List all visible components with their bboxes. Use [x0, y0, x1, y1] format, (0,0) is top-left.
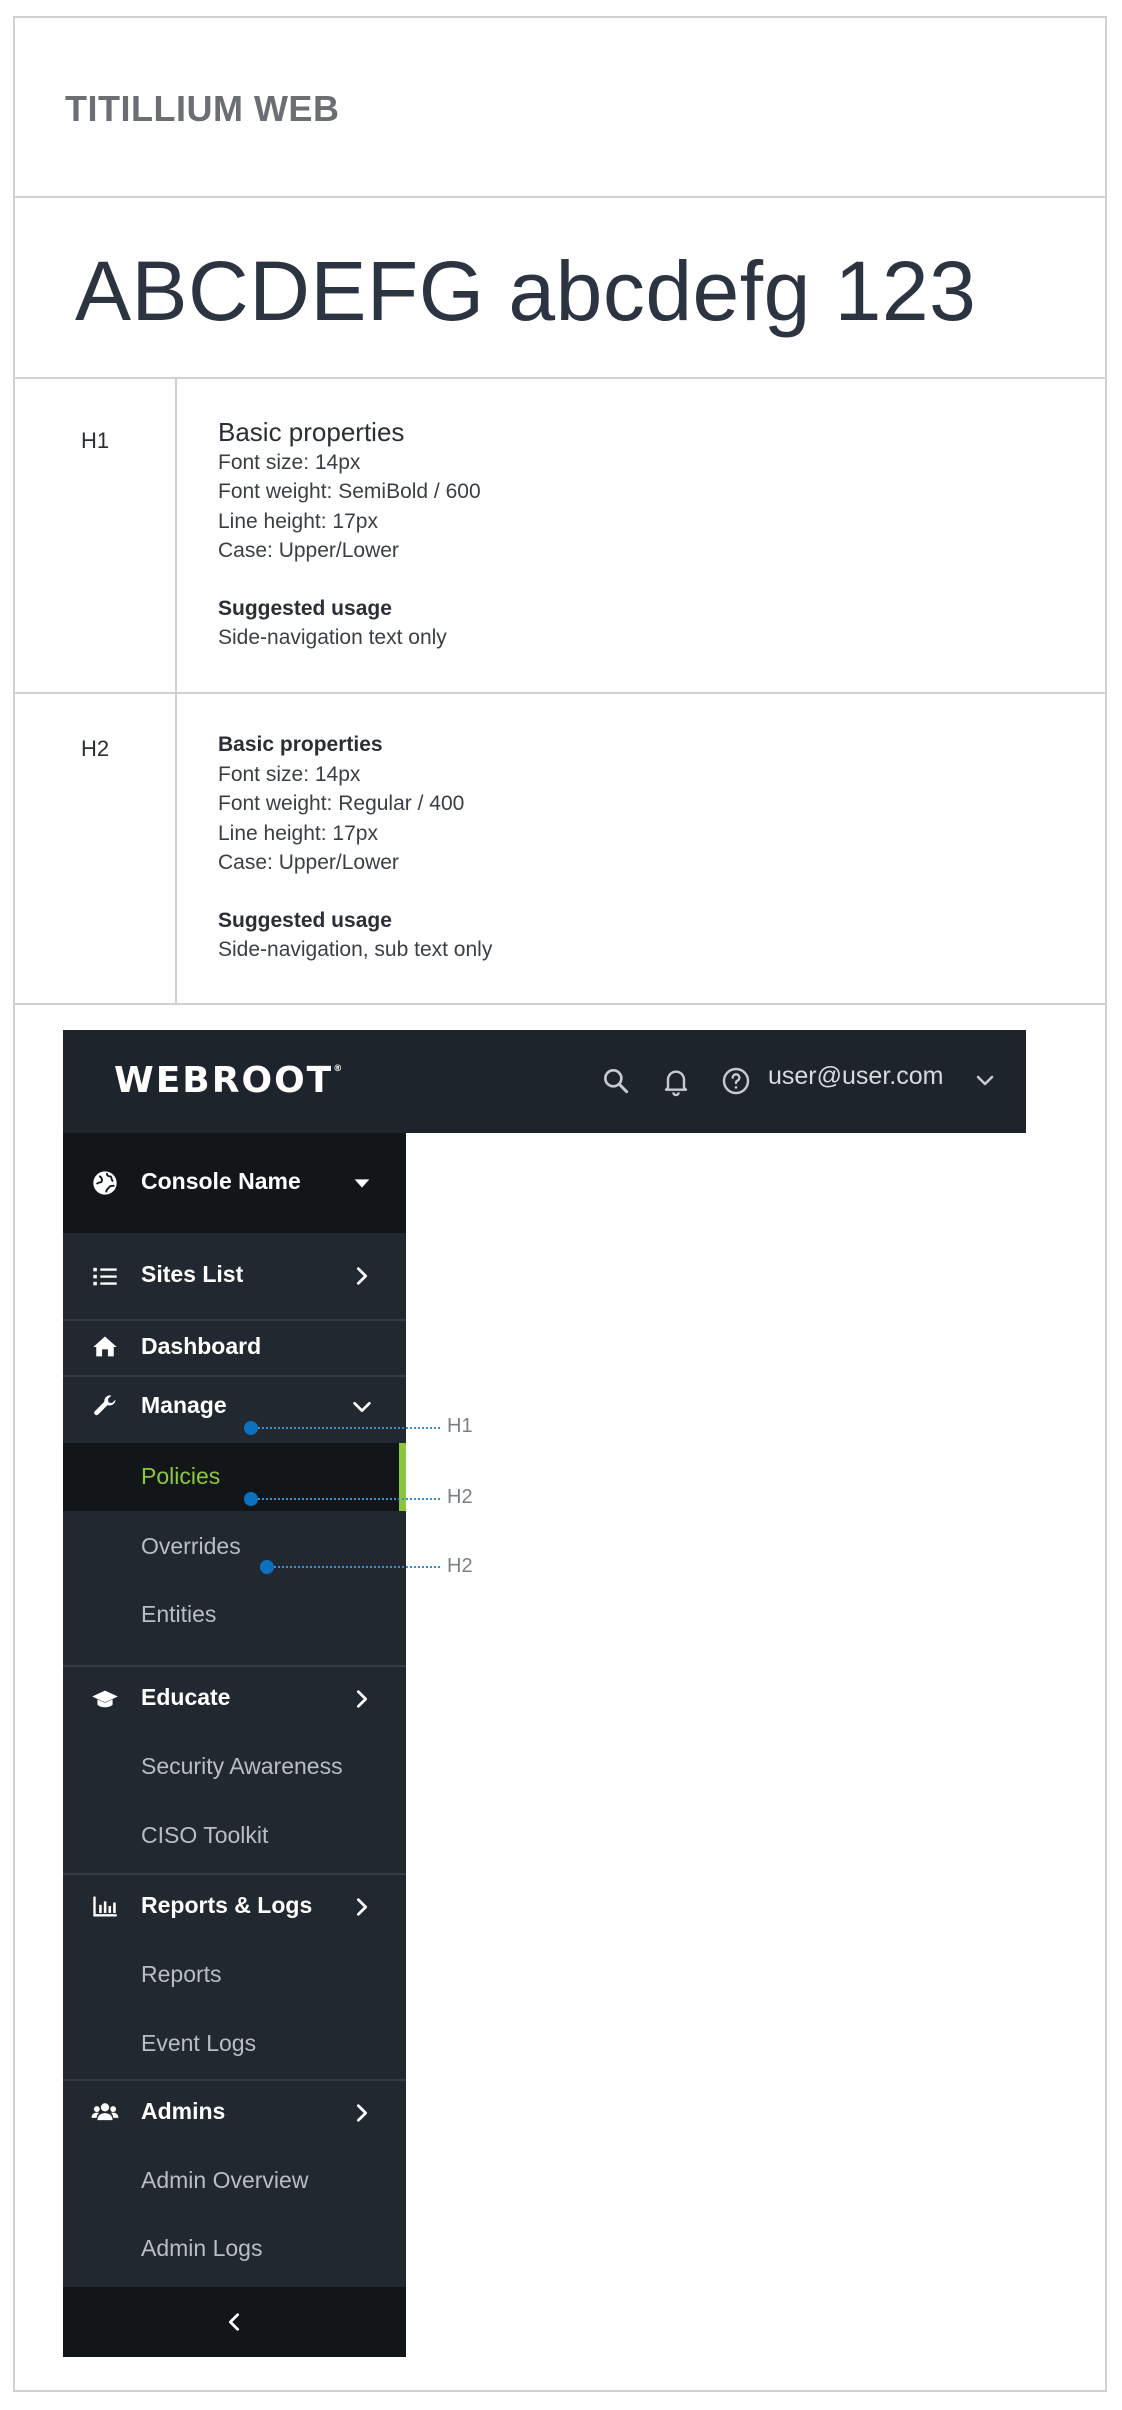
users-icon [91, 2098, 119, 2126]
home-icon [91, 1333, 119, 1361]
divider [15, 1003, 1105, 1005]
divider [15, 377, 1105, 379]
nav-item-reports-logs[interactable] [63, 1875, 406, 1941]
annotation-label-h1: H1 [447, 1415, 473, 1437]
usage-text: Side-navigation text only [218, 626, 447, 649]
properties-title: Basic properties [218, 417, 405, 447]
usage-text: Side-navigation, sub text only [218, 938, 493, 961]
nav-item-admin-logs[interactable] [63, 2217, 406, 2283]
text-case: Case: Upper/Lower [218, 539, 399, 562]
nav-item-educate[interactable] [63, 1667, 406, 1733]
nav-item-policies[interactable] [63, 1443, 406, 1511]
chevron-down-icon [351, 1396, 373, 1418]
divider [15, 692, 1105, 694]
nav-item-security-awareness[interactable] [63, 1735, 406, 1801]
nav-item-entities[interactable] [63, 1583, 406, 1649]
nav-label: Policies [141, 1463, 221, 1489]
chevron-down-icon[interactable] [973, 1068, 997, 1092]
nav-label: Dashboard [141, 1333, 262, 1359]
nav-item-dashboard[interactable] [63, 1321, 406, 1375]
list-icon [91, 1262, 119, 1290]
nav-label: Admin Overview [141, 2167, 309, 2193]
nav-label: Entities [141, 1601, 217, 1627]
annotation-marker [244, 1421, 258, 1435]
style-properties-h2 [218, 730, 492, 965]
nav-label: Educate [141, 1684, 231, 1710]
nav-item-reports[interactable] [63, 1943, 406, 2009]
annotation-leader-line [258, 1498, 440, 1500]
chevron-right-icon [351, 1688, 373, 1710]
divider [15, 196, 1105, 198]
nav-label: Security Awareness [141, 1753, 343, 1779]
nav-item-ciso-toolkit[interactable] [63, 1803, 406, 1869]
column-divider [175, 379, 177, 1003]
globe-icon [91, 1169, 119, 1197]
nav-item-sites-list[interactable] [63, 1233, 406, 1319]
bell-icon[interactable] [660, 1065, 692, 1097]
annotation-label-h2: H2 [447, 1486, 473, 1508]
search-icon[interactable] [600, 1065, 632, 1097]
nav-label: Reports [141, 1961, 222, 1987]
chevron-right-icon [351, 1896, 373, 1918]
nav-label: Reports & Logs [141, 1892, 313, 1918]
usage-title: Suggested usage [218, 908, 392, 932]
nav-item-admins[interactable] [63, 2081, 406, 2147]
style-level-h1: H1 [80, 428, 110, 453]
annotation-marker [244, 1492, 258, 1506]
nav-item-overrides[interactable] [63, 1513, 406, 1579]
annotation-leader-line [274, 1566, 440, 1568]
line-height: Line height: 17px [218, 509, 378, 533]
wrench-icon [91, 1392, 119, 1420]
font-weight: Font weight: SemiBold / 600 [218, 480, 481, 503]
app-topbar [63, 1030, 1026, 1133]
logo-text: WEBROOT [114, 1060, 334, 1101]
annotation-label-h2: H2 [447, 1555, 473, 1577]
caret-down-icon [351, 1172, 373, 1194]
text-case: Case: Upper/Lower [218, 851, 399, 874]
nav-item-manage[interactable] [63, 1377, 406, 1443]
usage-title: Suggested usage [218, 596, 392, 620]
console-name: Console Name [141, 1168, 301, 1194]
line-height: Line height: 17px [218, 821, 378, 845]
webroot-logo[interactable] [114, 1060, 342, 1101]
chevron-right-icon [351, 2102, 373, 2124]
font-family-name: TITILLIUM WEB [65, 88, 340, 129]
chevron-right-icon [351, 1265, 373, 1287]
user-menu[interactable]: user@user.com [768, 1062, 944, 1090]
help-icon[interactable] [720, 1065, 752, 1097]
chevron-left-icon [223, 2311, 245, 2333]
nav-item-admin-overview[interactable] [63, 2149, 406, 2215]
console-selector[interactable] [63, 1133, 406, 1233]
graduation-cap-icon [91, 1686, 119, 1714]
nav-label: CISO Toolkit [141, 1822, 269, 1848]
nav-label: Admin Logs [141, 2235, 263, 2261]
annotation-marker [260, 1560, 274, 1574]
nav-label: Event Logs [141, 2030, 257, 2056]
font-sample: ABCDEFG abcdefg 123 [75, 244, 977, 338]
font-size: Font size: 14px [218, 450, 361, 474]
style-properties-h1 [218, 418, 481, 653]
annotation-leader-line [258, 1427, 440, 1429]
style-level-h2: H2 [80, 736, 110, 761]
font-size: Font size: 14px [218, 762, 361, 786]
nav-label: Manage [141, 1392, 227, 1418]
side-navigation [63, 1133, 406, 2355]
font-weight: Font weight: Regular / 400 [218, 792, 465, 815]
properties-title: Basic properties [218, 733, 383, 756]
logo-registered-mark: ® [333, 1064, 343, 1074]
nav-label: Sites List [141, 1261, 244, 1287]
collapse-nav-button[interactable] [63, 2287, 406, 2357]
bar-chart-icon [91, 1892, 119, 1920]
nav-label: Overrides [141, 1533, 241, 1559]
nav-item-event-logs[interactable] [63, 2011, 406, 2077]
nav-label: Admins [141, 2098, 226, 2124]
